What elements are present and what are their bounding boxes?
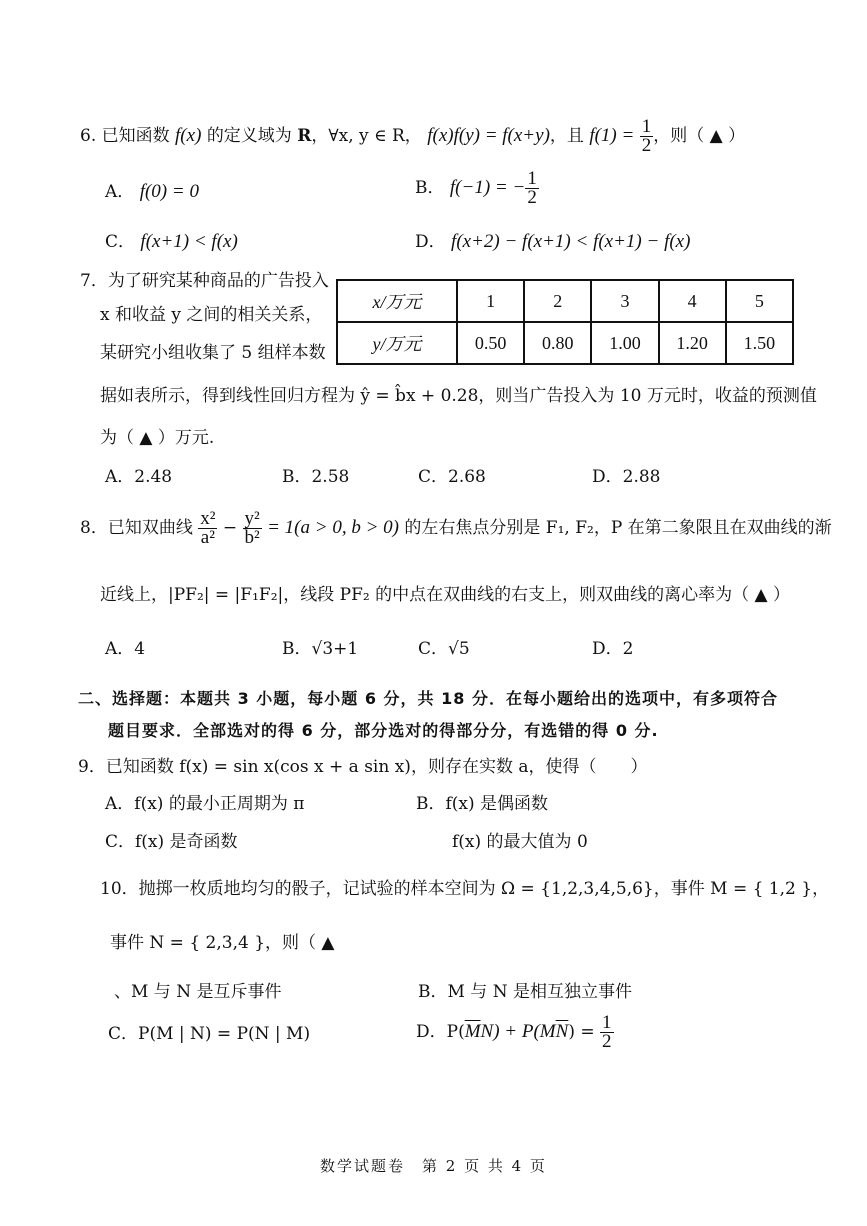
q10-option-d: D．$P(\overline{M}N) + P(M\overline{N})$ = $\frac{1}{2}$ xyxy=(416,1012,612,1052)
page-footer: 数学试题卷 第 2 页 共 4 页 xyxy=(320,1157,547,1175)
table-header-y: y/万元 xyxy=(337,322,457,364)
q7-option-d: D．2.88 xyxy=(592,467,661,487)
q10-option-b: B．M 与 N 是相互独立事件 xyxy=(418,982,632,1002)
table-row-x xyxy=(337,280,793,322)
q6-stem: 6. 已知函数 f(x) 的定义域为 R，∀x, y ∈ R， f(x)f(y) = f(x+y)，且 f(1) = $\frac{1}{2}$ ，则（ ▲ ） xyxy=(80,116,746,156)
table-cell: 0.80 xyxy=(524,322,591,364)
table-row-y xyxy=(337,322,793,364)
section2-heading: 二、选择题：本题共 3 小题，每小题 6 分，共 18 分．在每小题给出的选项中，有多项符合 xyxy=(78,689,778,708)
q10-option-c: C．P(M | N) = P(N | M) xyxy=(108,1024,311,1044)
q8-option-b: B．√3+1 xyxy=(282,639,359,659)
table-cell: 1 xyxy=(457,280,524,322)
q8-option-d: D．2 xyxy=(592,639,634,659)
q10-option-a: 、M 与 N 是互斥事件 xyxy=(114,982,282,1002)
q10-line2: 事件 N = { 2,3,4 }，则（ ▲ xyxy=(110,933,335,953)
q9-option-d: f(x) 的最大值为 0 xyxy=(452,832,588,852)
q7-line2: x 和收益 y 之间的相关关系， xyxy=(100,305,323,325)
table-cell: 3 xyxy=(591,280,658,322)
q6-option-c: C． f(x+1) < f(x) xyxy=(105,231,238,252)
q6-option-a: A． f(0) = 0 xyxy=(105,181,199,202)
q7-line1: 7．为了研究某种商品的广告投入 xyxy=(80,271,329,291)
q6-option-d: D． f(x+2) − f(x+1) < f(x+1) − f(x) xyxy=(415,231,691,252)
q9-option-b: B．f(x) 是偶函数 xyxy=(416,794,549,814)
table-header-x: x/万元 xyxy=(337,280,457,322)
q9-option-c: C．f(x) 是奇函数 xyxy=(105,832,238,852)
q6-option-b: B． f(−1) = − $\frac{1}{2}$ xyxy=(415,168,537,208)
q8-option-c: C．√5 xyxy=(418,639,470,659)
q7-option-a: A．2.48 xyxy=(105,467,173,487)
table-cell: 0.50 xyxy=(457,322,524,364)
q7-line5: 为（ ▲ ）万元. xyxy=(100,428,215,448)
q9-option-a: A．f(x) 的最小正周期为 π xyxy=(105,794,305,814)
table-cell: 1.00 xyxy=(591,322,658,364)
q7-line3: 某研究小组收集了 5 组样本数 xyxy=(100,343,326,363)
q8-option-a: A．4 xyxy=(105,639,146,659)
table-cell: 5 xyxy=(726,280,793,322)
table-cell: 2 xyxy=(524,280,591,322)
q8-line2: 近线上，|PF₂| = |F₁F₂|，线段 PF₂ 的中点在双曲线的右支上，则双曲线的离心率为（ ▲ ） xyxy=(100,585,790,605)
q8-stem: 8．已知双曲线 $\frac{\text{x²}}{\text{a²}}$ − $\frac{\text{y²}}{\text{b²}}$ = 1(a > 0, b > 0) 的左右焦点分别是 F₁, F₂，P 在第二象限且在双曲线的渐 xyxy=(80,508,832,548)
table-cell: 1.50 xyxy=(726,322,793,364)
table-cell: 4 xyxy=(659,280,726,322)
q10-line1: 10．抛掷一枚质地均匀的骰子，记试验的样本空间为 Ω = {1,2,3,4,5,6}，事件 M = { 1,2 }， xyxy=(100,879,830,899)
table-cell: 1.20 xyxy=(659,322,726,364)
q7-line4: 据如表所示，得到线性回归方程为 ŷ = b̂x + 0.28，则当广告投入为 10 万元时，收益的预测值 xyxy=(100,386,817,406)
q7-data-table xyxy=(336,279,794,365)
q7-option-c: C．2.68 xyxy=(418,467,486,487)
q7-option-b: B．2.58 xyxy=(282,467,350,487)
q9-stem: 9．已知函数 f(x) = sin x(cos x + a sin x)，则存在实数 a，使得（ ） xyxy=(78,757,648,777)
section2-instructions: 题目要求．全部选对的得 6 分，部分选对的得部分分，有选错的得 0 分. xyxy=(108,721,659,740)
